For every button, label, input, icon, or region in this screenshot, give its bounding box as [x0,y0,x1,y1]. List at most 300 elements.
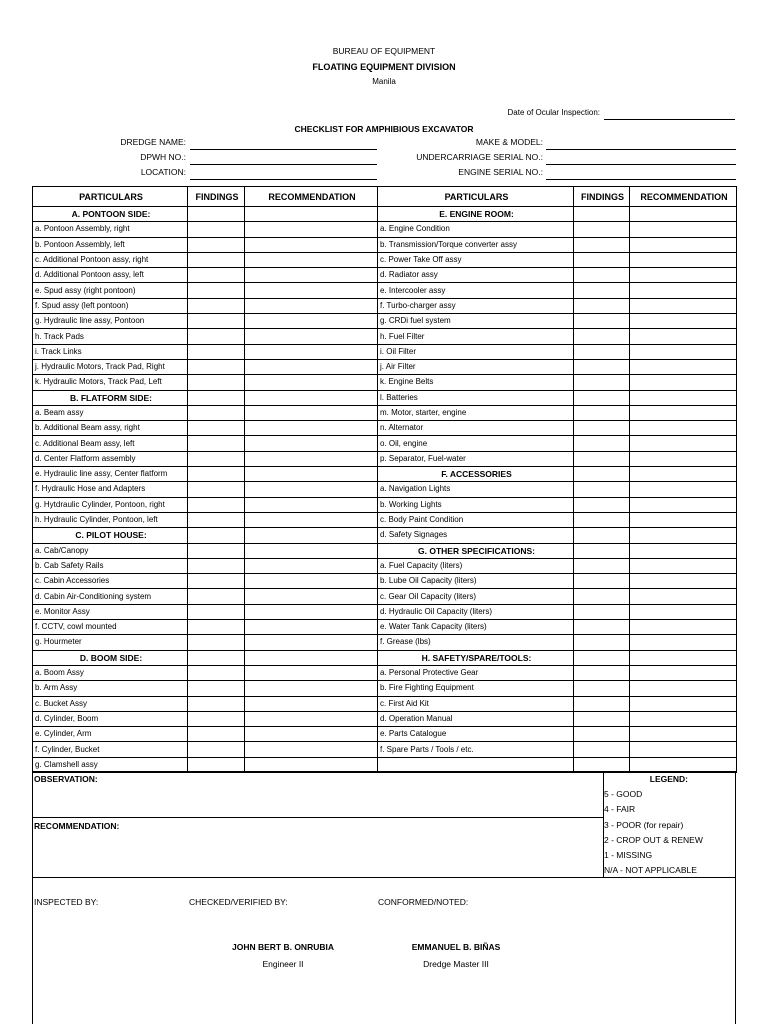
particular-label: g. Clamshell assy [33,757,188,772]
table-row [33,742,737,757]
particular-label: i. Track Links [33,344,188,359]
particular-label: a. Navigation Lights [378,482,574,497]
dredge-name-field[interactable] [190,149,377,150]
dpwh-no-label: DPWH NO.: [140,152,186,162]
particular-label: c. First Aid Kit [378,696,574,711]
particular-label: d. Radiator assy [378,268,574,283]
column-header: PARTICULARS [378,187,574,207]
table-row [33,359,737,374]
legend-item: 1 - MISSING [604,850,653,861]
legend-item: 4 - FAIR [604,804,636,815]
recommendation-cell[interactable] [245,589,378,604]
findings-cell[interactable] [574,635,630,650]
recommendation-cell[interactable] [245,314,378,329]
findings-cell[interactable] [574,696,630,711]
recommendation-cell[interactable] [630,329,737,344]
recommendation-cell[interactable] [630,742,737,757]
findings-cell[interactable] [188,665,245,680]
findings-cell[interactable] [574,375,630,390]
findings-cell[interactable] [574,528,630,543]
table-row [33,298,737,313]
signature-section [32,877,736,1024]
recommendation-label: RECOMMENDATION: [34,821,120,831]
legend-item: 3 - POOR (for repair) [604,819,684,830]
section-header: G. OTHER SPECIFICATIONS: [378,543,574,558]
recommendation-cell[interactable] [245,528,378,543]
recommendation-cell[interactable] [630,237,737,252]
particular-label: k. Engine Belts [378,375,574,390]
recommendation-cell[interactable] [245,451,378,466]
recommendation-cell[interactable] [630,451,737,466]
findings-cell[interactable] [574,604,630,619]
findings-cell[interactable] [188,696,245,711]
particular-label: b. Working Lights [378,497,574,512]
recommendation-cell[interactable] [630,727,737,742]
particular-label: g. Hourmeter [33,635,188,650]
table-row [33,421,737,436]
findings-cell[interactable] [188,268,245,283]
findings-cell[interactable] [574,268,630,283]
particular-label: c. Additional Pontoon assy, right [33,252,188,267]
findings-cell[interactable] [574,711,630,726]
findings-cell[interactable] [574,222,630,237]
findings-cell[interactable] [188,574,245,589]
dpwh-no-field[interactable] [190,164,377,165]
recommendation-cell[interactable] [245,650,378,665]
findings-cell[interactable] [574,283,630,298]
findings-cell[interactable] [574,681,630,696]
section-header: A. PONTOON SIDE: [33,207,188,222]
observation-box[interactable] [32,771,604,818]
table-row [33,405,737,420]
recommendation-cell[interactable] [245,727,378,742]
recommendation-cell[interactable] [630,558,737,573]
recommendation-cell[interactable] [245,482,378,497]
recommendation-cell[interactable] [630,512,737,527]
particular-label: c. Bucket Assy [33,696,188,711]
findings-cell[interactable] [188,604,245,619]
findings-cell[interactable] [574,543,630,558]
particular-label: c. Additional Beam assy, left [33,436,188,451]
recommendation-cell[interactable] [245,543,378,558]
recommendation-cell[interactable] [630,497,737,512]
findings-cell[interactable] [188,421,245,436]
recommendation-cell[interactable] [630,344,737,359]
recommendation-cell[interactable] [630,207,737,222]
recommendation-cell[interactable] [630,283,737,298]
ocular-date-label: Date of Ocular Inspection: [507,108,600,117]
findings-cell[interactable] [188,482,245,497]
table-row [33,665,737,680]
particular-label: g. Hytdraulic Cylinder, Pontoon, right [33,497,188,512]
recommendation-cell[interactable] [630,467,737,482]
table-row [33,451,737,466]
undercarriage-serial-label: UNDERCARRIAGE SERIAL NO.: [416,152,543,162]
findings-cell[interactable] [188,436,245,451]
particular-label: c. Power Take Off assy [378,252,574,267]
recommendation-cell[interactable] [245,620,378,635]
findings-cell[interactable] [574,405,630,420]
findings-cell[interactable] [574,574,630,589]
particular-label: p. Separator, Fuel-water [378,451,574,466]
conformer-title: Dredge Master III [423,959,489,969]
findings-cell[interactable] [574,421,630,436]
findings-cell[interactable] [188,589,245,604]
particular-label: d. Hydraulic Oil Capacity (liters) [378,604,574,619]
column-header: RECOMMENDATION [630,187,737,207]
findings-cell[interactable] [574,497,630,512]
column-header: RECOMMENDATION [245,187,378,207]
recommendation-cell[interactable] [245,574,378,589]
section-header: B. FLATFORM SIDE: [33,390,188,405]
findings-cell[interactable] [188,512,245,527]
particular-label: f. Turbo-charger assy [378,298,574,313]
recommendation-cell[interactable] [630,375,737,390]
checker-title: Engineer II [262,959,304,969]
recommendation-cell[interactable] [630,681,737,696]
recommendation-cell[interactable] [630,635,737,650]
checklist-table [32,186,737,773]
particular-label: e. Spud assy (right pontoon) [33,283,188,298]
recommendation-cell[interactable] [630,222,737,237]
particular-label: e. Cylinder, Arm [33,727,188,742]
findings-cell[interactable] [574,467,630,482]
findings-cell[interactable] [188,528,245,543]
recommendation-cell[interactable] [245,375,378,390]
table-row [33,620,737,635]
findings-cell[interactable] [574,359,630,374]
particular-label: l. Batteries [378,390,574,405]
recommendation-cell[interactable] [245,711,378,726]
particular-label: a. Boom Assy [33,665,188,680]
findings-cell[interactable] [574,207,630,222]
particular-label: b. Lube Oil Capacity (liters) [378,574,574,589]
recommendation-cell[interactable] [245,604,378,619]
particular-label: i. Oil Filter [378,344,574,359]
particular-label: f. Spare Parts / Tools / etc. [378,742,574,757]
legend-box [603,771,736,878]
particular-label: e. Water Tank Capacity (liters) [378,620,574,635]
recommendation-cell[interactable] [630,482,737,497]
table-row [33,589,737,604]
particular-label: j. Hydraulic Motors, Track Pad, Right [33,359,188,374]
table-row [33,283,737,298]
agency-name: BUREAU OF EQUIPMENT [332,46,436,56]
findings-cell[interactable] [188,329,245,344]
recommendation-cell[interactable] [630,314,737,329]
make-model-field[interactable] [546,149,736,150]
checked-by-label: CHECKED/VERIFIED BY: [189,897,288,907]
particular-label: a. Pontoon Assembly, right [33,222,188,237]
engine-serial-label: ENGINE SERIAL NO.: [458,167,543,177]
findings-cell[interactable] [188,390,245,405]
table-row [33,252,737,267]
inspected-by-label: INSPECTED BY: [34,897,99,907]
findings-cell[interactable] [574,390,630,405]
particular-label: h. Fuel Filter [378,329,574,344]
recommendation-cell[interactable] [245,329,378,344]
findings-cell[interactable] [188,742,245,757]
particular-label: e. Hydraulic line assy, Center flatform [33,467,188,482]
particular-label: b. Cab Safety Rails [33,558,188,573]
legend-title: LEGEND: [649,774,688,784]
particular-label: d. Additional Pontoon assy, left [33,268,188,283]
findings-cell[interactable] [188,375,245,390]
particular-label: n. Alternator [378,421,574,436]
particular-label: a. Cab/Canopy [33,543,188,558]
recommendation-cell[interactable] [245,390,378,405]
particular-label: d. Center Flatform assembly [33,451,188,466]
findings-cell[interactable] [188,344,245,359]
recommendation-cell[interactable] [245,696,378,711]
recommendation-cell[interactable] [245,742,378,757]
observation-label: OBSERVATION: [34,774,98,784]
recommendation-box[interactable] [32,817,604,878]
particular-label: f. CCTV, cowl mounted [33,620,188,635]
legend-item: 2 - CROP OUT & RENEW [604,834,703,845]
recommendation-cell[interactable] [245,359,378,374]
recommendation-cell[interactable] [245,681,378,696]
table-row [33,696,737,711]
findings-cell[interactable] [188,650,245,665]
findings-cell[interactable] [574,727,630,742]
particular-label: b. Transmission/Torque converter assy [378,237,574,252]
recommendation-cell[interactable] [630,604,737,619]
table-row [33,375,737,390]
table-row [33,727,737,742]
recommendation-cell[interactable] [630,390,737,405]
recommendation-cell[interactable] [245,344,378,359]
recommendation-cell[interactable] [630,711,737,726]
section-header: H. SAFETY/SPARE/TOOLS: [378,650,574,665]
findings-cell[interactable] [188,314,245,329]
findings-cell[interactable] [574,298,630,313]
recommendation-cell[interactable] [245,467,378,482]
findings-cell[interactable] [574,314,630,329]
section-header: C. PILOT HOUSE: [33,528,188,543]
findings-cell[interactable] [188,451,245,466]
recommendation-cell[interactable] [245,635,378,650]
recommendation-cell[interactable] [630,268,737,283]
table-row [33,528,737,543]
recommendation-cell[interactable] [245,268,378,283]
recommendation-cell[interactable] [245,222,378,237]
conformed-by-label: CONFORMED/NOTED: [378,897,469,907]
recommendation-cell[interactable] [245,497,378,512]
table-row [33,436,737,451]
table-row [33,344,737,359]
findings-cell[interactable] [188,711,245,726]
particular-label: c. Cabin Accessories [33,574,188,589]
legend-item: 5 - GOOD [604,789,643,799]
particular-label: a. Beam assy [33,405,188,420]
findings-cell[interactable] [574,742,630,757]
column-header: FINDINGS [188,187,245,207]
particular-label: d. Cylinder, Boom [33,711,188,726]
table-row [33,497,737,512]
findings-cell[interactable] [574,665,630,680]
recommendation-cell[interactable] [630,574,737,589]
recommendation-cell[interactable] [245,252,378,267]
section-header: E. ENGINE ROOM: [378,207,574,222]
findings-cell[interactable] [188,620,245,635]
table-row [33,314,737,329]
particular-label: b. Fire Fighting Equipment [378,681,574,696]
findings-cell[interactable] [188,359,245,374]
findings-cell[interactable] [188,222,245,237]
particular-label: e. Monitor Assy [33,604,188,619]
particular-label: m. Motor, starter, engine [378,405,574,420]
recommendation-cell[interactable] [630,589,737,604]
table-row [33,558,737,573]
particular-label: b. Additional Beam assy, right [33,421,188,436]
checker-name: JOHN BERT B. ONRUBIA [231,942,334,952]
table-row [33,207,737,222]
particular-label: e. Parts Catalogue [378,727,574,742]
table-row [33,222,737,237]
recommendation-cell[interactable] [630,650,737,665]
recommendation-cell[interactable] [630,528,737,543]
particular-label: c. Gear Oil Capacity (liters) [378,589,574,604]
column-header: PARTICULARS [33,187,188,207]
particular-label: k. Hydraulic Motors, Track Pad, Left [33,375,188,390]
particular-label: h. Track Pads [33,329,188,344]
particular-label: a. Engine Condition [378,222,574,237]
findings-cell[interactable] [188,681,245,696]
findings-cell[interactable] [188,237,245,252]
location-field[interactable] [190,179,377,180]
particular-label: h. Hydraulic Cylinder, Pontoon, left [33,512,188,527]
findings-cell[interactable] [188,558,245,573]
findings-cell[interactable] [574,620,630,635]
table-row [33,635,737,650]
form-title: CHECKLIST FOR AMPHIBIOUS EXCAVATOR [294,124,474,134]
recommendation-cell[interactable] [245,207,378,222]
location-label: LOCATION: [140,167,186,177]
findings-cell[interactable] [574,344,630,359]
recommendation-cell[interactable] [630,620,737,635]
recommendation-cell[interactable] [245,665,378,680]
findings-cell[interactable] [188,543,245,558]
recommendation-cell[interactable] [630,298,737,313]
column-header: FINDINGS [574,187,630,207]
recommendation-cell[interactable] [245,436,378,451]
table-row [33,482,737,497]
recommendation-cell[interactable] [630,421,737,436]
particular-label: b. Pontoon Assembly, left [33,237,188,252]
location-name: Manila [372,77,396,86]
table-row [33,604,737,619]
table-row [33,329,737,344]
findings-cell[interactable] [188,497,245,512]
findings-cell[interactable] [188,252,245,267]
findings-cell[interactable] [188,207,245,222]
recommendation-cell[interactable] [630,696,737,711]
legend-item: N/A - NOT APPLICABLE [604,865,697,876]
recommendation-cell[interactable] [630,436,737,451]
particular-label: f. Grease (lbs) [378,635,574,650]
findings-cell[interactable] [188,283,245,298]
division-name: FLOATING EQUIPMENT DIVISION [312,62,456,72]
recommendation-cell[interactable] [245,558,378,573]
findings-cell[interactable] [574,329,630,344]
table-row [33,390,737,405]
particular-label: c. Body Paint Condition [378,512,574,527]
table-row [33,268,737,283]
recommendation-cell[interactable] [630,252,737,267]
particular-label: d. Cabin Air-Conditioning system [33,589,188,604]
particular-label: e. Intercooler assy [378,283,574,298]
dredge-name-label: DREDGE NAME: [120,137,186,147]
findings-cell[interactable] [574,252,630,267]
recommendation-cell[interactable] [630,405,737,420]
findings-cell[interactable] [574,650,630,665]
recommendation-cell[interactable] [245,298,378,313]
table-row [33,512,737,527]
particular-label: b. Arm Assy [33,681,188,696]
particular-label: d. Operation Manual [378,711,574,726]
table-row [33,237,737,252]
findings-cell[interactable] [188,467,245,482]
particular-label: g. CRDi fuel system [378,314,574,329]
particular-label: f. Spud assy (left pontoon) [33,298,188,313]
table-row [33,650,737,665]
table-header-row [33,187,737,207]
engine-serial-field[interactable] [546,179,736,180]
particular-label: a. Personal Protective Gear [378,665,574,680]
findings-cell[interactable] [188,635,245,650]
table-row [33,711,737,726]
recommendation-cell[interactable] [245,512,378,527]
particular-label: o. Oil, engine [378,436,574,451]
findings-cell[interactable] [574,451,630,466]
particular-label: d. Safety Signages [378,528,574,543]
recommendation-cell[interactable] [630,543,737,558]
particular-label: f. Cylinder, Bucket [33,742,188,757]
legend-list [604,787,703,879]
findings-cell[interactable] [574,589,630,604]
section-header: F. ACCESSORIES [378,467,574,482]
undercarriage-serial-field[interactable] [546,164,736,165]
findings-cell[interactable] [574,237,630,252]
table-row [33,543,737,558]
recommendation-cell[interactable] [630,665,737,680]
findings-cell[interactable] [188,298,245,313]
particular-label: f. Hydraulic Hose and Adapters [33,482,188,497]
findings-cell[interactable] [188,405,245,420]
findings-cell[interactable] [574,436,630,451]
particular-label: j. Air Filter [378,359,574,374]
recommendation-cell[interactable] [245,283,378,298]
findings-cell[interactable] [574,482,630,497]
ocular-date-field[interactable] [604,119,735,120]
findings-cell[interactable] [188,727,245,742]
recommendation-cell[interactable] [245,421,378,436]
recommendation-cell[interactable] [245,405,378,420]
recommendation-cell[interactable] [245,237,378,252]
particular-label: a. Fuel Capacity (liters) [378,558,574,573]
table-row [33,467,737,482]
section-header: D. BOOM SIDE: [33,650,188,665]
findings-cell[interactable] [574,558,630,573]
table-row [33,681,737,696]
findings-cell[interactable] [574,512,630,527]
particular-label: g. Hydraulic line assy, Pontoon [33,314,188,329]
recommendation-cell[interactable] [630,359,737,374]
make-model-label: MAKE & MODEL: [475,137,543,147]
table-row [33,574,737,589]
conformer-name: EMMANUEL B. BIÑAS [411,942,501,952]
